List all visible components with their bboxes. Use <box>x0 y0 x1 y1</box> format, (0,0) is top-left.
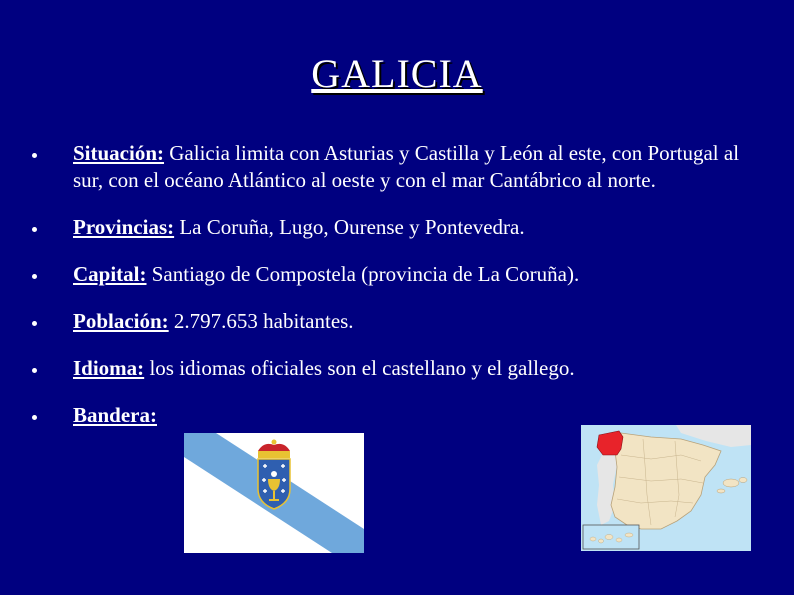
bullet-poblacion <box>28 308 748 335</box>
bullet-dot-icon <box>32 368 37 373</box>
bullet-text: 2.797.653 habitantes. <box>168 309 354 333</box>
bullet-idioma <box>28 355 748 382</box>
bullet-label: Bandera: <box>73 403 157 427</box>
spain-map-image <box>581 425 751 551</box>
bullet-dot-icon <box>32 227 37 232</box>
bullet-label: Capital: <box>73 262 147 286</box>
bullet-dot-icon <box>32 153 37 158</box>
bullet-label: Población: <box>73 309 169 333</box>
bullet-text: los idiomas oficiales son el castellano y el gallego. <box>144 356 575 380</box>
bullet-label: Provincias: <box>73 215 175 239</box>
bullet-dot-icon <box>32 321 37 326</box>
map-galicia-highlight <box>597 431 623 455</box>
slide-title: GALICIA <box>311 51 483 96</box>
galicia-flag-image <box>184 433 364 553</box>
bullet-dot-icon <box>32 274 37 279</box>
bullet-text: Santiago de Compostela (provincia de La Coruña). <box>146 262 580 286</box>
bullet-list <box>28 140 748 449</box>
bullet-text: La Coruña, Lugo, Ourense y Pontevedra. <box>174 215 525 239</box>
bullet-label: Situación: <box>73 141 165 165</box>
bullet-capital <box>28 261 748 288</box>
bullet-dot-icon <box>32 415 37 420</box>
bullet-situacion <box>28 140 748 194</box>
bullet-provincias <box>28 214 748 241</box>
flag-coat-of-arms-icon <box>258 440 290 510</box>
bullet-label: Idioma: <box>73 356 145 380</box>
bullet-text: Galicia limita con Asturias y Castilla y León al este, con Portugal al sur, con el océano Atlántico al oeste y con el mar Cantábrico al norte. <box>73 141 740 192</box>
